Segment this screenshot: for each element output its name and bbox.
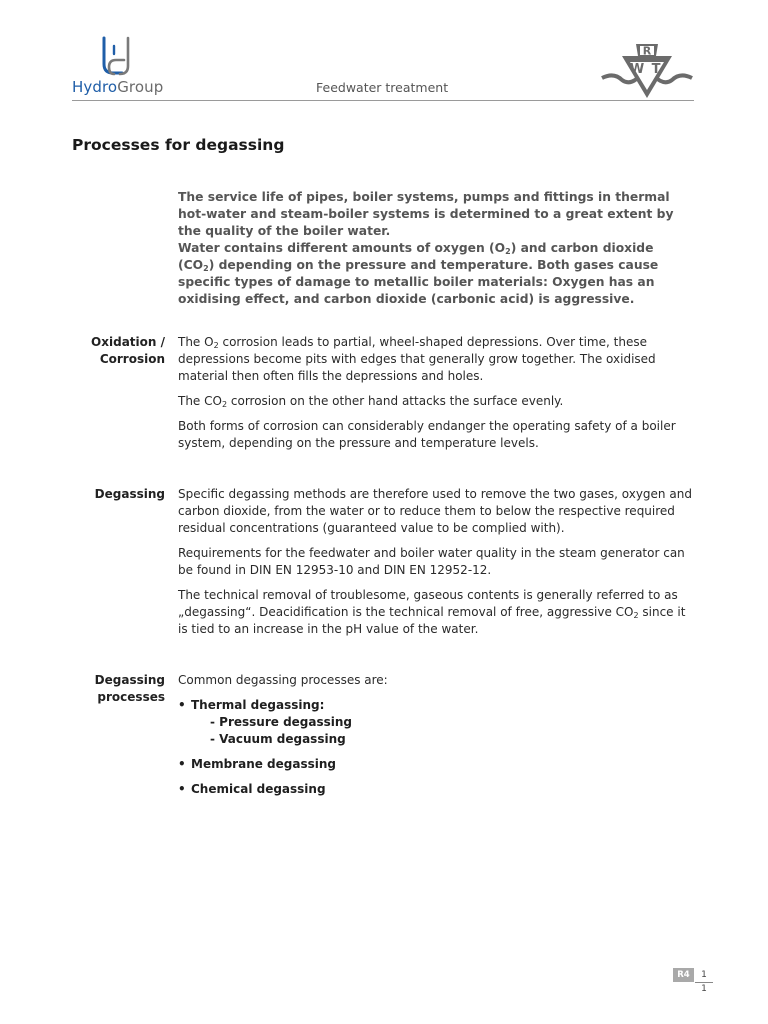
page-footer — [673, 968, 713, 996]
thermal-sublist — [191, 714, 694, 748]
bullet-icon: • — [178, 698, 186, 712]
sub-list-item: - Vacuum degassing — [210, 732, 346, 746]
oxidation-p2-sub: 2 — [221, 400, 228, 409]
processes-lead: Common degassing processes are: — [178, 673, 388, 687]
bullet-icon: • — [178, 782, 186, 796]
degassing-paragraph-3 — [178, 587, 694, 638]
degassing-p3-part-a: The technical removal of troublesome, gaseous contents is generally referred to as „degassing“. Deacidification is the technical removal of free, aggressive CO — [178, 588, 678, 619]
intro-text — [178, 189, 694, 308]
intro-p2-part-b: ) and carbon dioxide (CO — [178, 241, 654, 272]
intro-p2-sub-1: 2 — [505, 247, 511, 256]
oxidation-p2-part-b: corrosion on the other hand attacks the surface evenly. — [227, 394, 564, 408]
rwt-letter-w: W — [629, 62, 645, 77]
oxidation-p1-part-b: corrosion leads to partial, wheel-shaped depressions. Over time, these depressions become pits with edges that generally grow together. The oxidised material then often fills the depressions and holes. — [178, 335, 656, 383]
rwt-letter-r: R — [642, 44, 652, 58]
logo-hydro-text: Hydro — [72, 78, 118, 96]
list-item — [178, 697, 694, 748]
bullet-icon: • — [178, 757, 186, 771]
degassing-section — [72, 486, 694, 646]
process-chemical-label: Chemical degassing — [191, 782, 326, 796]
page-title: Processes for degassing — [72, 136, 285, 154]
processes-list — [178, 697, 694, 798]
page-total: 1 — [701, 984, 707, 994]
processes-side-label — [72, 672, 165, 806]
list-item — [178, 781, 694, 798]
intro-side-label — [72, 189, 165, 308]
process-thermal-label: Thermal degassing: — [191, 698, 325, 712]
rwt-logo — [600, 36, 694, 100]
logo-wordmark — [72, 78, 163, 96]
oxidation-label-line-1: Oxidation / — [91, 335, 165, 349]
oxidation-paragraph-3: Both forms of corrosion can considerably endanger the operating safety of a boiler system, depending on the pressure and temperature levels. — [178, 419, 676, 450]
degassing-p3-part-b: since it is tied to an increase in the pH value of the water. — [178, 605, 686, 636]
intro-p2-part-a: Water contains different amounts of oxygen (O — [178, 241, 506, 255]
document-body — [72, 189, 694, 806]
page-header — [72, 34, 694, 102]
hd-logo-mark-icon — [100, 36, 134, 76]
intro-section — [72, 189, 694, 308]
degassing-p3-sub: 2 — [633, 611, 639, 620]
oxidation-p1-sub: 2 — [213, 341, 219, 350]
oxidation-paragraph-1 — [178, 334, 694, 385]
intro-paragraph-2 — [178, 240, 694, 308]
oxidation-side-label — [72, 334, 165, 460]
degassing-paragraph-1: Specific degassing methods are therefore used to remove the two gases, oxygen and carbon dioxide, from the water or to reduce them to below the respective required residual concentrations (guaranteed value to be complied with). — [178, 487, 692, 535]
processes-text — [178, 672, 694, 806]
rwt-letter-t: T — [651, 62, 661, 77]
degassing-text — [178, 486, 694, 646]
sub-list-item: - Pressure degassing — [210, 715, 353, 729]
oxidation-section — [72, 334, 694, 460]
intro-paragraph-1: The service life of pipes, boiler systems, pumps and fittings in thermal hot-water and steam-boiler systems is determined to a great extent by the quality of the boiler water. — [178, 190, 674, 238]
logo-group-text: Group — [117, 78, 164, 96]
hydrogroup-logo — [72, 34, 182, 98]
oxidation-p2-part-a: The CO — [178, 394, 222, 408]
processes-label-line-1: Degassing — [94, 673, 165, 687]
page-number: 1 — [695, 968, 713, 983]
header-divider — [72, 100, 694, 101]
oxidation-paragraph-2 — [178, 393, 694, 410]
processes-label-line-2: processes — [97, 690, 165, 704]
oxidation-label-line-2: Corrosion — [99, 352, 165, 366]
degassing-paragraph-2: Requirements for the feedwater and boiler water quality in the steam generator can be found in DIN EN 12953-10 and DIN EN 12952-12. — [178, 546, 685, 577]
revision-badge: R4 — [673, 968, 694, 982]
intro-p2-sub-2: 2 — [203, 264, 209, 273]
list-item — [178, 756, 694, 773]
oxidation-text — [178, 334, 694, 460]
processes-section — [72, 672, 694, 806]
document-header-title: Feedwater treatment — [316, 80, 449, 95]
intro-p2-part-c: ) depending on the pressure and temperature. Both gases cause specific types of damage to metallic boiler materials: Oxygen has an oxidising effect, and carbon dioxide (carbonic acid) is aggressive. — [178, 258, 659, 306]
oxidation-p1-part-a: The O — [178, 335, 214, 349]
process-membrane-label: Membrane degassing — [191, 757, 336, 771]
rwt-emblem-icon — [600, 36, 694, 100]
degassing-side-label: Degassing — [94, 487, 165, 501]
